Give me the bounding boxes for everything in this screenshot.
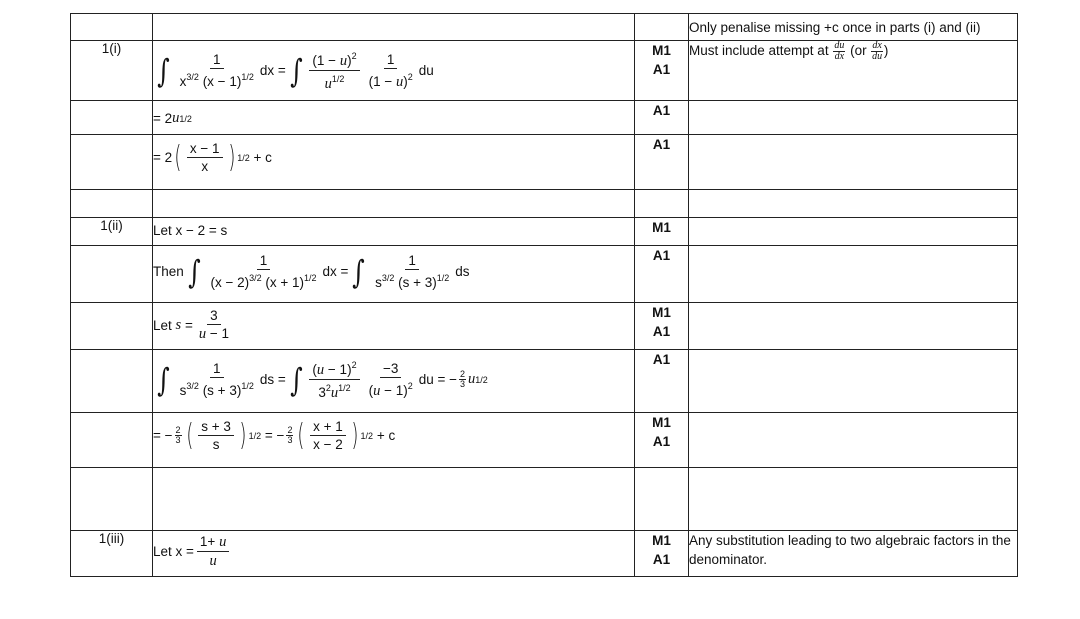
guidance-cell bbox=[689, 303, 1018, 350]
mark-label: A1 bbox=[652, 103, 671, 118]
mark-scheme-table bbox=[70, 13, 1018, 577]
mark-label: A1 bbox=[652, 434, 671, 449]
table-row bbox=[71, 218, 1018, 246]
guidance-cell bbox=[689, 350, 1018, 413]
question-cell bbox=[71, 413, 153, 468]
mark-label: A1 bbox=[652, 248, 671, 263]
answer-cell bbox=[153, 101, 635, 135]
mark-label: M1 bbox=[652, 43, 671, 58]
guidance-cell bbox=[689, 413, 1018, 468]
marks-cell bbox=[635, 246, 689, 303]
question-cell bbox=[71, 303, 153, 350]
marks-cell bbox=[635, 350, 689, 413]
mark-label: M1 bbox=[652, 533, 671, 548]
question-number: 1(iii) bbox=[71, 531, 153, 577]
integral-expression: ∫ $\frac{1}{s^{3/2} (s + 3)^{1/2}}$ ds = ∫ $\frac{(u - 1)^2}{3^2u^{1/2}}$ $\frac{-3}{(u - 1)^2}$ du = − $\frac{2}{3}$ u 1/2 bbox=[157, 360, 488, 401]
question-number: 1(i) bbox=[71, 41, 153, 101]
math-expression: = 2 u 1/2 bbox=[153, 110, 192, 126]
guidance-text: Must include attempt at bbox=[689, 43, 829, 59]
table-row bbox=[71, 246, 1018, 303]
mark-label: A1 bbox=[652, 137, 671, 152]
table-row bbox=[71, 101, 1018, 135]
mark-label: M1 bbox=[652, 415, 671, 430]
answer-text: Let x − 2 = s bbox=[153, 218, 635, 246]
math-expression: = 2 ( $\frac{x - 1}{x}$ ) 1/2 + c bbox=[153, 139, 272, 175]
prefix-text: Then bbox=[153, 264, 184, 279]
guidance-cell bbox=[689, 218, 1018, 246]
table-row bbox=[71, 14, 1018, 41]
table-row bbox=[71, 468, 1018, 531]
table-row bbox=[71, 350, 1018, 413]
marks-cell bbox=[635, 303, 689, 350]
marks-cell bbox=[635, 101, 689, 135]
mark-label: M1 bbox=[652, 305, 671, 320]
guidance-cell bbox=[689, 246, 1018, 303]
math-expression: Let s = $\frac{3}{u - 1}$ bbox=[153, 308, 229, 342]
integral-expression: Then ∫ $\frac{1}{(x - 2)^{3/2} (x + 1)^{1/2}}$ dx = ∫ $\frac{1}{s^{3/2} (s + 3)^{1/2}}$ ds bbox=[153, 252, 470, 291]
math-expression: Let x = $\frac{1+ u}{u}$ bbox=[153, 534, 232, 569]
guidance-text: Any substitution leading to two algebraic factors in the denominator. bbox=[689, 531, 1018, 577]
guidance-cell: Must include attempt at $\frac{du}{dx}$ (or $\frac{dx}{du}$ ) bbox=[689, 41, 1018, 101]
marks-cell bbox=[635, 41, 689, 101]
guidance-cell bbox=[689, 101, 1018, 135]
answer-cell bbox=[153, 41, 635, 101]
integral-expression: ∫ $\frac{1}{x^{3/2} (x - 1)^{1/2}}$ dx = ∫ $\frac{(1 - u)^2}{u^{1/2}}$ $\frac{1}{(1 - u)^2}$ du bbox=[157, 51, 434, 92]
guidance-text: (or bbox=[850, 43, 867, 59]
question-cell bbox=[71, 350, 153, 413]
table-row bbox=[71, 41, 1018, 101]
marks-cell bbox=[635, 218, 689, 246]
question-number: 1(ii) bbox=[71, 218, 153, 246]
math-expression: = − $\frac{2}{3}$ ( $\frac{s + 3}{s}$ ) 1/2 = − $\frac{2}{3}$ ( $\frac{x + 1}{x - 2}$ ) 1/2 + c bbox=[153, 417, 396, 453]
question-cell bbox=[71, 101, 153, 135]
guidance-cell bbox=[689, 135, 1018, 190]
mark-label: A1 bbox=[652, 552, 671, 567]
marks-cell bbox=[635, 14, 689, 41]
guidance-note: Only penalise missing +c once in parts (i) and (ii) bbox=[689, 14, 1018, 41]
table-row bbox=[71, 135, 1018, 190]
table-row bbox=[71, 303, 1018, 350]
table-row bbox=[71, 413, 1018, 468]
marks-cell bbox=[635, 531, 689, 577]
answer-cell bbox=[153, 413, 635, 468]
prefix-text: Let bbox=[153, 544, 172, 559]
question-cell bbox=[71, 246, 153, 303]
answer-cell bbox=[153, 303, 635, 350]
answer-cell bbox=[153, 135, 635, 190]
marks-cell bbox=[635, 413, 689, 468]
table-row bbox=[71, 190, 1018, 218]
table-row bbox=[71, 531, 1018, 577]
mark-label: A1 bbox=[652, 352, 671, 367]
answer-cell bbox=[153, 531, 635, 577]
question-cell bbox=[71, 135, 153, 190]
answer-cell bbox=[153, 246, 635, 303]
answer-cell bbox=[153, 14, 635, 41]
question-cell bbox=[71, 14, 153, 41]
mark-label: A1 bbox=[652, 62, 671, 77]
mark-label: M1 bbox=[652, 220, 671, 235]
marks-cell bbox=[635, 135, 689, 190]
guidance-text: ) bbox=[883, 43, 889, 59]
mark-label: A1 bbox=[652, 324, 671, 339]
prefix-text: Let bbox=[153, 317, 172, 333]
answer-cell bbox=[153, 350, 635, 413]
